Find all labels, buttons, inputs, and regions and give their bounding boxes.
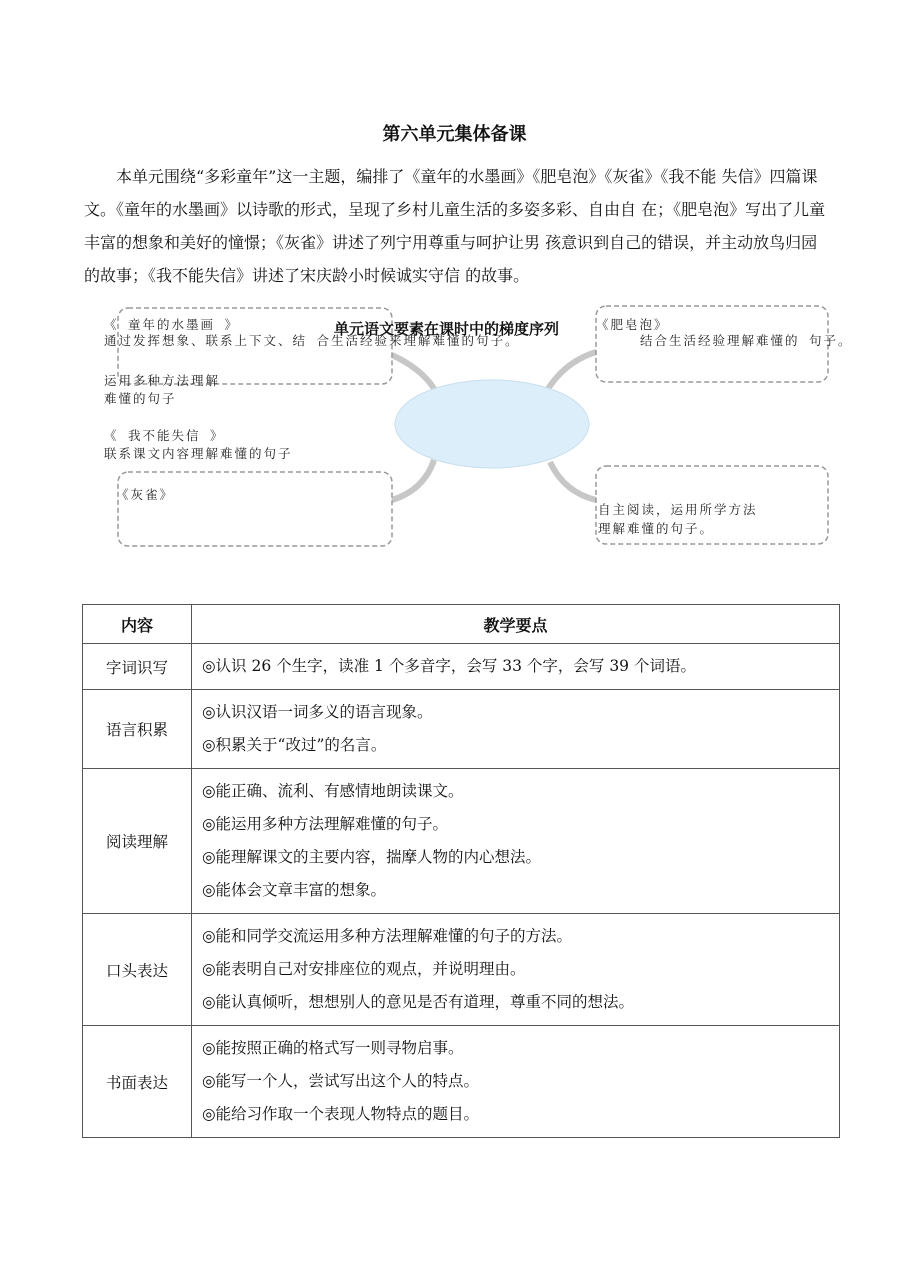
point-item: ◎能体会文章丰富的想象。 <box>202 881 387 899</box>
connector-bottom-right <box>550 462 596 500</box>
box-huique <box>118 472 392 546</box>
row-category: 阅读理解 <box>83 769 192 914</box>
point-item: ◎能正确、流利、有感情地朗读课文。 <box>202 782 464 800</box>
point-item: ◎能和同学交流运用多种方法理解难懂的句子的方法。 <box>202 927 573 945</box>
box2-title: 《肥皂泡》 <box>596 317 669 332</box>
box3-title: 《 我不能失信 》 <box>104 428 225 443</box>
header-teaching-points: 教学要点 <box>192 605 840 644</box>
header-content: 内容 <box>83 605 192 644</box>
point-item: ◎能写一个人，尝试写出这个人的特点。 <box>202 1072 480 1090</box>
point-item: ◎能理解课文的主要内容，揣摩人物的内心想法。 <box>202 848 542 866</box>
table-header-row <box>83 605 840 644</box>
row-category: 口头表达 <box>83 914 192 1026</box>
row-points <box>192 769 840 914</box>
table-row <box>83 644 840 690</box>
page-title: 第六单元集体备课 <box>382 124 527 145</box>
row-category: 书面表达 <box>83 1026 192 1138</box>
point-item: ◎能运用多种方法理解难懂的句子。 <box>202 815 449 833</box>
point-item: ◎认识汉语一词多义的语言现象。 <box>202 703 433 721</box>
intro-paragraph: 本单元围绕“多彩童年”这一主题，编排了《童年的水墨画》《肥皂泡》《灰雀》《我不能 失信》四篇课文。《童年的水墨画》以诗歌的形式，呈现了乡村儿童生活的多姿多彩、自由自 在；《肥皂泡》写出了儿童丰富的想象和美好的憧憬；《灰雀》讲述了列宁用尊重与呵护让男 孩意识到自己的错误，并主动放鸟归园的故事；《我不能失信》讲述了宋庆龄小时候诚实守信 的故事。 <box>84 167 826 285</box>
connector-top-right <box>546 352 596 392</box>
diagram-title: 单元语文要素在课时中的梯度序列 <box>334 320 560 338</box>
point-item: ◎积累关于“改过”的名言。 <box>202 736 387 754</box>
row-category: 语言积累 <box>83 690 192 769</box>
row-points <box>192 1026 840 1138</box>
box1-title: 《 童年的水墨画 》 <box>104 317 240 332</box>
row-points <box>192 644 840 690</box>
connector-bottom-left <box>392 460 434 500</box>
box3-text: 联系课文内容理解难懂的句子 <box>104 446 293 461</box>
gradient-diagram <box>84 300 853 560</box>
point-item: ◎能认真倾听，想想别人的意见是否有道理，尊重不同的想法。 <box>202 993 635 1011</box>
point-item: ◎能给习作取一个表现人物特点的题目。 <box>202 1105 480 1123</box>
table-row <box>83 769 840 914</box>
box4-title: 《灰雀》 <box>116 487 175 502</box>
connector-top-left <box>392 355 436 392</box>
row-points <box>192 914 840 1026</box>
box5-text-2: 理解难懂的句子。 <box>598 521 715 536</box>
teaching-points-table <box>82 604 840 1138</box>
point-item: ◎能按照正确的格式写一则寻物启事。 <box>202 1039 464 1057</box>
box1-text: 通过发挥想象、联系上下文、结 合生活经验来理解难懂的句子。 <box>104 333 520 348</box>
table-row <box>83 1026 840 1138</box>
box2-text: 结合生活经验理解难懂的 句子。 <box>640 333 853 348</box>
row-points <box>192 690 840 769</box>
intro-section <box>84 160 832 292</box>
point-item: ◎能表明自己对安排座位的观点，并说明理由。 <box>202 960 526 978</box>
table-row <box>83 690 840 769</box>
left-text-2: 难懂的句子 <box>104 391 177 406</box>
left-text-1: 运用多种方法理解 <box>104 373 221 388</box>
point-item: ◎认识 26 个生字，读准 1 个多音字，会写 33 个字，会写 39 个词语。 <box>202 657 696 675</box>
table-row <box>83 914 840 1026</box>
box5-text-1: 自主阅读，运用所学方法 <box>598 502 758 517</box>
center-ellipse <box>395 380 589 468</box>
row-category: 字词识写 <box>83 644 192 690</box>
